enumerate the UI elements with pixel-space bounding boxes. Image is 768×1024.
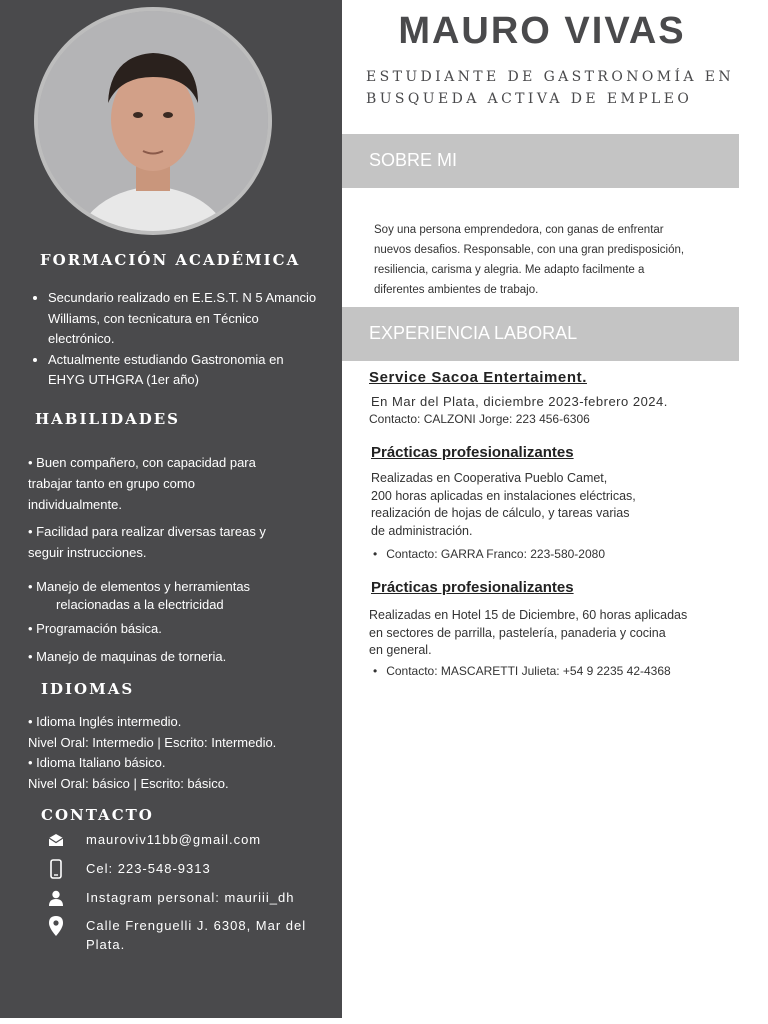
- profile-subtitle: [366, 66, 746, 110]
- about-line: diferentes ambientes de trabajo.: [374, 284, 539, 296]
- contact-email-row: [46, 830, 261, 850]
- description-line: Realizadas en Cooperativa Pueblo Camet,: [371, 471, 608, 485]
- job-title: Service Sacoa Entertaiment.: [369, 369, 587, 386]
- envelope-icon: [46, 830, 66, 850]
- contact-phone-row: [46, 859, 211, 879]
- description-line: de administración.: [371, 523, 473, 538]
- subtitle-line: BUSQUEDA ACTIVA DE EMPLEO: [366, 91, 693, 107]
- language-line: • Idioma Inglés intermedio.: [28, 714, 182, 729]
- description-line: realización de hojas de cálculo, y tareas varias: [371, 506, 630, 521]
- skill-item: • Programación básica.: [28, 621, 162, 636]
- internship-title: Prácticas profesionalizantes: [371, 579, 574, 596]
- education-heading: FORMACIÓN ACADÉMICA: [40, 251, 301, 269]
- experience-heading: EXPERIENCIA LABORAL: [369, 323, 578, 343]
- experience-section-band: [342, 307, 739, 361]
- about-heading: SOBRE MI: [369, 150, 458, 170]
- language-line: • Idioma Italiano básico.: [28, 755, 166, 770]
- internship-description: [369, 607, 729, 660]
- education-list: [28, 288, 318, 391]
- profile-photo: [38, 11, 268, 231]
- about-paragraph: [374, 220, 734, 300]
- contact-instagram[interactable]: Instagram personal: mauriii_dh: [86, 890, 295, 905]
- skill-item: • Manejo de maquinas de torneria.: [28, 649, 227, 664]
- skills-heading: HABILIDADES: [35, 410, 180, 428]
- internship-description: [371, 470, 731, 540]
- internship-title: Prácticas profesionalizantes: [371, 444, 574, 461]
- person-name: MAURO VIVAS: [398, 10, 686, 52]
- description-line: en sectores de parrilla, pastelería, panaderia y cocina: [369, 625, 666, 640]
- language-line: Nivel Oral: básico | Escrito: básico.: [28, 776, 229, 791]
- about-line: nuevos desafios. Responsable, con una gran predisposición,: [374, 244, 685, 256]
- languages-heading: IDIOMAS: [41, 680, 135, 698]
- map-pin-icon: [46, 916, 66, 936]
- skill-item: • Facilidad para realizar diversas tareas y seguir instrucciones.: [28, 524, 266, 560]
- description-line: Realizadas en Hotel 15 de Diciembre, 60 horas aplicadas: [369, 608, 688, 622]
- list-item: • Actualmente estudiando Gastronomia en EHYG UTHGRA (1er año): [48, 350, 318, 391]
- contact-instagram-row: [46, 888, 294, 908]
- contact-heading: CONTACTO: [41, 806, 154, 824]
- internship-contact: • Contacto: GARRA Franco: 223-580-2080: [373, 547, 605, 561]
- description-line: en general.: [369, 643, 432, 658]
- subtitle-line: ESTUDIANTE DE GASTRONOMÍA EN: [366, 69, 735, 85]
- job-contact: Contacto: CALZONI Jorge: 223 456-6306: [369, 412, 590, 426]
- skill-item: • Manejo de elementos y herramientas: [28, 579, 251, 594]
- skill-item-continued: relacionadas a la electricidad: [56, 597, 224, 612]
- about-line: Soy una persona emprendedora, con ganas de enfrentar: [374, 224, 664, 236]
- job-location-dates: En Mar del Plata, diciembre 2023-febrero 2024.: [371, 394, 668, 409]
- language-line: Nivel Oral: Intermedio | Escrito: Intermedio.: [28, 735, 277, 750]
- contact-address: Calle Frenguelli J. 6308, Mar del Plata.: [86, 918, 307, 952]
- skill-item: • Buen compañero, con capacidad para trabajar tanto en grupo como individualmente.: [28, 455, 256, 512]
- user-icon: [46, 888, 66, 908]
- contact-address-row: [46, 916, 318, 954]
- about-section-band: [342, 134, 739, 188]
- internship-contact: • Contacto: MASCARETTI Julieta: +54 9 2235 42-4368: [373, 664, 671, 678]
- about-line: resiliencia, carisma y alegria. Me adapto facilmente a: [374, 264, 645, 276]
- profile-photo-frame: [34, 7, 272, 235]
- contact-email[interactable]: mauroviv11bb@gmail.com: [86, 832, 262, 847]
- list-item: • Secundario realizado en E.E.S.T. N 5 Amancio Williams, con tecnicatura en Técnico electrónico.: [48, 288, 318, 350]
- contact-phone[interactable]: Cel: 223-548-9313: [86, 861, 211, 876]
- mobile-phone-icon: [46, 859, 66, 879]
- sidebar: [0, 0, 342, 1018]
- description-line: 200 horas aplicadas en instalaciones eléctricas,: [371, 488, 636, 503]
